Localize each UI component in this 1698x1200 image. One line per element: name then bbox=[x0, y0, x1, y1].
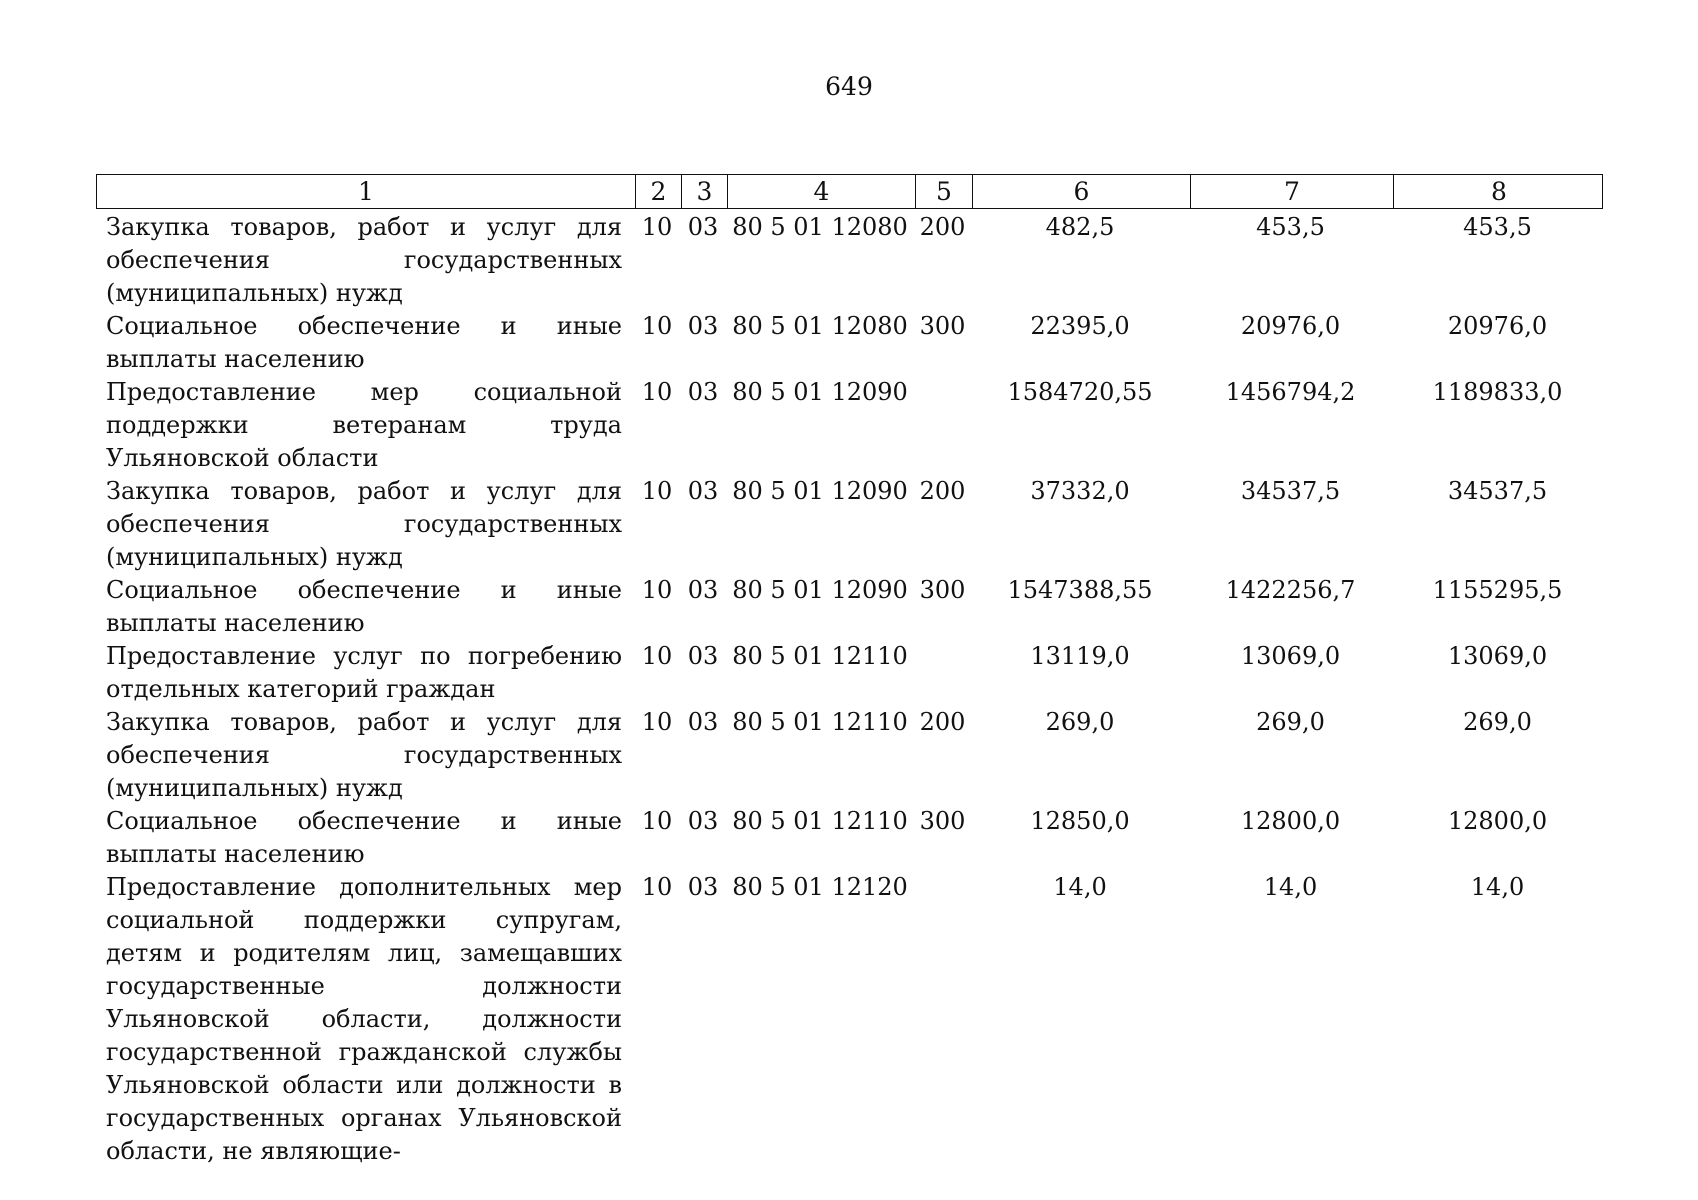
row-value-3: 13069,0 bbox=[1447, 642, 1548, 670]
column-header-1: 1 bbox=[358, 177, 374, 206]
row-csr: 80 5 01 12110 bbox=[732, 708, 908, 736]
row-vr: 300 bbox=[919, 576, 966, 604]
row-name: Предоставление услуг по погребению отдельных категорий граждан bbox=[106, 642, 622, 703]
row-value-3: 12800,0 bbox=[1447, 807, 1548, 835]
row-name: Предоставление мер социальной поддержки ветеранам труда Ульяновской области bbox=[106, 378, 622, 472]
row-vr: 200 bbox=[919, 213, 966, 241]
row-name: Предоставление дополнительных мер социальной поддержки супругам, детям и родителям лиц, замещавших государственные должности Ульяновской области, должности государственной гражданской службы Ульяновской области или должности в государственных органах Ульяновской области, не являющие- bbox=[106, 873, 622, 1165]
table-row bbox=[96, 475, 1603, 574]
column-header-6: 6 bbox=[972, 175, 1190, 208]
table-row bbox=[96, 871, 1603, 1168]
row-csr: 80 5 01 12080 bbox=[732, 213, 908, 241]
column-header-8: 8 bbox=[1393, 175, 1604, 208]
table-row bbox=[96, 706, 1603, 805]
row-value-3: 20976,0 bbox=[1447, 312, 1548, 340]
table-row bbox=[96, 211, 1603, 310]
row-rz: 10 bbox=[641, 576, 673, 604]
row-name: Закупка товаров, работ и услуг для обеспечения государственных (муниципальных) нужд bbox=[106, 213, 622, 307]
row-value-2: 20976,0 bbox=[1240, 312, 1341, 340]
row-value-3: 1155295,5 bbox=[1432, 576, 1563, 604]
row-csr: 80 5 01 12120 bbox=[732, 873, 908, 901]
row-value-2: 12800,0 bbox=[1240, 807, 1341, 835]
row-name: Социальное обеспечение и иные выплаты населению bbox=[106, 312, 622, 373]
row-vr: 200 bbox=[919, 477, 966, 505]
row-csr: 80 5 01 12080 bbox=[732, 312, 908, 340]
row-value-2: 1422256,7 bbox=[1225, 576, 1356, 604]
table-row bbox=[96, 310, 1603, 376]
row-pr: 03 bbox=[687, 708, 719, 736]
column-header-7: 7 bbox=[1190, 175, 1393, 208]
row-value-3: 14,0 bbox=[1470, 873, 1525, 901]
row-rz: 10 bbox=[641, 378, 673, 406]
table-row bbox=[96, 574, 1603, 640]
row-name: Закупка товаров, работ и услуг для обеспечения государственных (муниципальных) нужд bbox=[106, 708, 622, 802]
row-rz: 10 bbox=[641, 213, 673, 241]
row-rz: 10 bbox=[641, 873, 673, 901]
row-pr: 03 bbox=[687, 312, 719, 340]
row-pr: 03 bbox=[687, 807, 719, 835]
row-vr: 200 bbox=[919, 708, 966, 736]
row-value-1: 1584720,55 bbox=[1007, 378, 1153, 406]
row-csr: 80 5 01 12090 bbox=[732, 477, 908, 505]
row-value-1: 1547388,55 bbox=[1007, 576, 1153, 604]
row-pr: 03 bbox=[687, 873, 719, 901]
row-value-3: 453,5 bbox=[1463, 213, 1532, 241]
row-pr: 03 bbox=[687, 477, 719, 505]
row-rz: 10 bbox=[641, 312, 673, 340]
table-row bbox=[96, 640, 1603, 706]
column-header-5: 5 bbox=[915, 175, 972, 208]
row-vr bbox=[914, 640, 971, 706]
row-value-2: 453,5 bbox=[1256, 213, 1325, 241]
row-pr: 03 bbox=[687, 213, 719, 241]
row-name: Закупка товаров, работ и услуг для обеспечения государственных (муниципальных) нужд bbox=[106, 477, 622, 571]
row-csr: 80 5 01 12090 bbox=[732, 378, 908, 406]
row-value-1: 14,0 bbox=[1053, 873, 1107, 901]
page-number: 649 bbox=[825, 72, 873, 101]
row-csr: 80 5 01 12090 bbox=[732, 576, 908, 604]
row-vr bbox=[914, 871, 971, 1168]
row-value-2: 1456794,2 bbox=[1225, 378, 1356, 406]
table-row bbox=[96, 805, 1603, 871]
row-pr: 03 bbox=[687, 378, 719, 406]
row-name: Социальное обеспечение и иные выплаты населению bbox=[106, 807, 622, 868]
row-vr: 300 bbox=[919, 312, 966, 340]
row-vr: 300 bbox=[919, 807, 966, 835]
column-header-3: 3 bbox=[681, 175, 727, 208]
row-rz: 10 bbox=[641, 642, 673, 670]
row-vr bbox=[914, 376, 971, 475]
column-header-2: 2 bbox=[635, 175, 681, 208]
row-rz: 10 bbox=[641, 477, 673, 505]
row-value-2: 34537,5 bbox=[1240, 477, 1341, 505]
row-csr: 80 5 01 12110 bbox=[732, 807, 908, 835]
row-value-1: 22395,0 bbox=[1030, 312, 1130, 340]
row-value-1: 482,5 bbox=[1045, 213, 1115, 241]
row-pr: 03 bbox=[687, 642, 719, 670]
row-pr: 03 bbox=[687, 576, 719, 604]
table-header bbox=[96, 174, 1603, 209]
row-value-3: 34537,5 bbox=[1447, 477, 1548, 505]
row-value-2: 269,0 bbox=[1256, 708, 1325, 736]
row-value-3: 269,0 bbox=[1463, 708, 1532, 736]
table-row bbox=[96, 376, 1603, 475]
row-csr: 80 5 01 12110 bbox=[732, 642, 908, 670]
row-value-2: 14,0 bbox=[1263, 873, 1318, 901]
row-value-1: 12850,0 bbox=[1030, 807, 1130, 835]
row-value-1: 269,0 bbox=[1045, 708, 1115, 736]
row-value-1: 37332,0 bbox=[1030, 477, 1130, 505]
row-value-1: 13119,0 bbox=[1030, 642, 1130, 670]
column-header-4: 4 bbox=[727, 175, 915, 208]
row-name: Социальное обеспечение и иные выплаты населению bbox=[106, 576, 622, 637]
table-body bbox=[96, 211, 1603, 1168]
row-value-3: 1189833,0 bbox=[1432, 378, 1563, 406]
row-rz: 10 bbox=[641, 807, 673, 835]
row-value-2: 13069,0 bbox=[1240, 642, 1341, 670]
row-rz: 10 bbox=[641, 708, 673, 736]
